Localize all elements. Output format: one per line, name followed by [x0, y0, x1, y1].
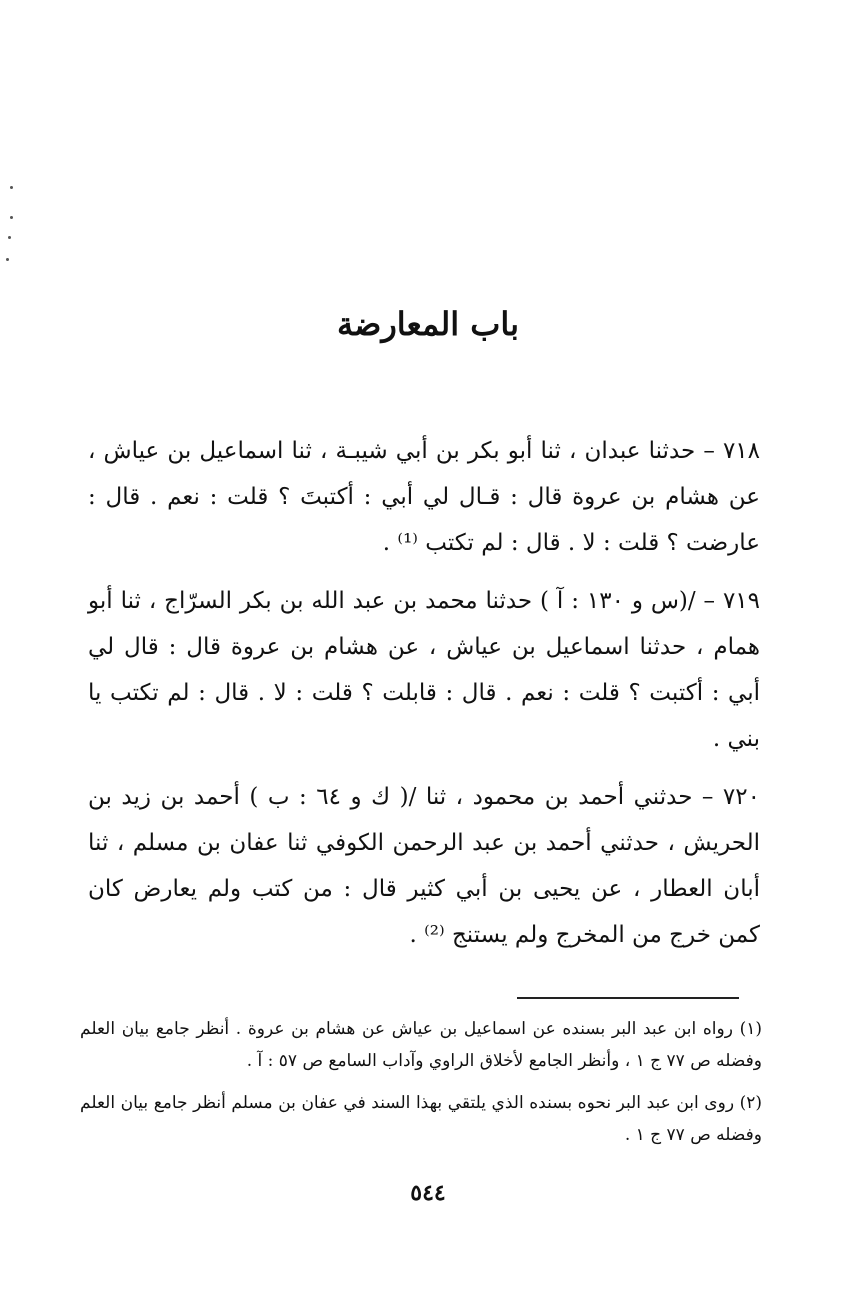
chapter-title: باب المعارضة [336, 305, 520, 343]
margin-specks [4, 186, 16, 276]
hadith-720: ٧٢٠ – حدثني أحمد بن محمود ، ثنا /( ك و ٦٤ : ب ) أحمد بن زيد بن الحريش ، حدثني أحمد بن عبد الرحمن الكوفي ثنا عفان بن مسلم ، ثنا أبان العطار ، عن يحيى بن أبي كثير قال : من كتب ولم يعارض كان كمن خرج من المخرج ولم يستنج ⁽²⁾ . [88, 784, 760, 948]
footnote-2: (٢) روى ابن عبد البر نحوه بسنده الذي يلتقي بهذا السند في عفان بن مسلم أنظر جامع بيان العلم وفضله ص ٧٧ ج ١ . [80, 1093, 762, 1145]
page-number: ٥٤٤ [410, 1180, 446, 1206]
footnote-1: (١) رواه ابن عبد البر بسنده عن اسماعيل بن عياش عن هشام بن عروة . أنظر جامع بيان العلم وفضله ص ٧٧ ج ١ ، وأنظر الجامع لأخلاق الراوي وآداب السامع ص ٥٧ : آ . [80, 1019, 762, 1071]
hadith-719: ٧١٩ – /(س و ١٣٠ : آ ) حدثنا محمد بن عبد الله بن بكر السرّاج ، ثنا أبو همام ، حدثنا اسماعيل بن عياش ، عن هشام بن عروة قال : قال لي أبي : أكتبت ؟ قلت : نعم . قال : قابلت ؟ قلت : لا . قال : لم تكتب يا بني . [88, 588, 760, 752]
footnote-separator [517, 997, 739, 999]
footnotes [80, 1013, 762, 1161]
main-text [88, 428, 760, 970]
hadith-718: ٧١٨ – حدثنا عبدان ، ثنا أبو بكر بن أبي شيبـة ، ثنا اسماعيل بن عياش ، عن هشام بن عروة قال : قـال لي أبي : أكتبتَ ؟ قلت : نعم . قال : عارضت ؟ قلت : لا . قال : لم تكتب ⁽¹⁾ . [88, 438, 760, 556]
